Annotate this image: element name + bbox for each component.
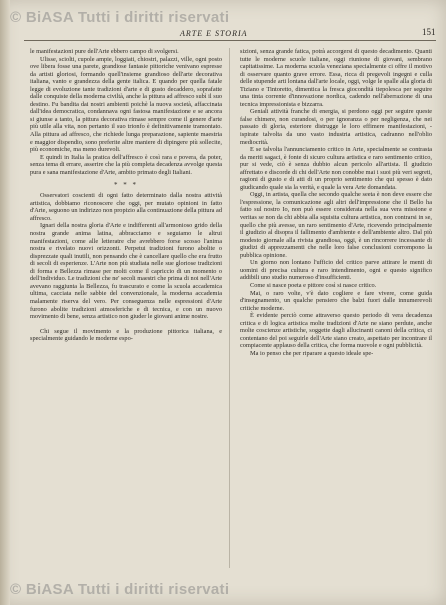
right-column [240,48,432,357]
paragraph: Ma io penso che per riparare a questo ideale spe- [250,349,374,357]
paragraph: le manifestazioni pure dell'Arte ebbero campo di svolgersi. [30,48,179,55]
paragraph: E se talvolta l'annunciamento critico in Arte, specialmente se contrasta da meriti sagaci, è fonte di sicuro cultura artistica e raro sentimento critico, pur si vede, ciò è senza dubbio alcun pericolo all'artista. Il giudizio affrettato e discorde di chi dell'Arte non conobbe mai i suoi più veri segreti, ragioni di gusto e di atti di un proprio sentimento che qui spesso è dato giudicando quale sia la verità, e quale la vera Arte domandata. [240,146,432,191]
paragraph: È evidente perciò come attraverso questo periodo di vera decadenza critica e di logica artistica molte tradizioni d'Arte ne siano perdute, anche molte coscienze artistiche, soggette dagli allucinanti canoni della critica, ci contentano del poi seguirle dell'Arte siano creato, aspettato per incontrare il compiacente applauso della critica, che forma nuovole e ogni pubblicità. [240,312,432,350]
paragraph: Osservatori coscienti di ogni fatto determinato dalla nostra attività artistica, dobbiamo riconoscere che oggi, per mutato opinioni in fatto d'Arte, seguono un indirizzo non propizio alla continuazione della pittura ad affresco. [30,192,222,222]
column-divider [229,48,230,568]
left-column [30,48,222,343]
paragraph: Mai, o raro volte, v'è dato cogliere e fare vivere, come guida d'insegnamento, un qualche pensiero che balzi fuori dalle innumerevoli critiche moderne. [240,289,432,312]
header-rule [24,40,436,41]
paragraph: Un giorno non lontano l'ufficio del critico parve attirare le menti di uomini di precisa cultura e raro intendimento, ogni e questo significo addibili uno studio numeroso d'insufficienti. [240,259,432,282]
book-spine-shadow [0,0,10,605]
copyright-watermark-bottom: © BiASA Tutti i diritti riservati [10,581,230,598]
running-title: ARTE E STORIA [180,29,248,38]
paragraph: Ignari della nostra gloria d'Arte e indifferenti all'armonioso grido della nostra grande anima latina, abbracciamo e seguiamo le altrui manifestazioni, come alle letteratre che avrebbero forse scosso l'anima nostra e rivelato nuovi orizzonti. Perpetui tradizioni furono abolite o disprezzate quali inutili, non pensando che è cancellare quello che era frutto di secoli di esperienze. L'Arte non più studiata nelle sue gloriose tradizioni di forma e Bellezza rimase per molti come il capriccio di un momento o dell'individuo. Le tradizioni che ne' secoli maestri che prima di noi nell'Arte avevano raggiunta la Bellezza, fu trascurato e come la scuola accademica ultima, cacciata nelle sabbie del convenzionale, la moderna accademia malamente riserva del vero. Per conseguenza nelle espressioni d'Arte furono abolite tradizioni atmosferiche e di tecnica, e con un nuovo movimento di bene, senza artistico non giuder le giovani anime nostre. [30,222,222,321]
paragraph: E quindi in Italia la pratica dell'affresco è così rara e povera, da poter, senza tema di errare, asserire che la più completa decadenza avvolge questa pura e sana manifestazione d'Arte, ambito primato degli Italiani. [30,153,222,176]
copyright-watermark-top: © BiASA Tutti i diritti riservati [10,9,230,26]
paragraph: Chi segue il movimento e la produzione pittorica italiana, e specialmente guidando le moderne espo- [30,327,222,343]
paragraph: Geniali attività franche di energia, si perdono oggi per seguire queste false chimere, non curandosi, o per ignoranza o per negligenza, che nei passato di gloria, esteriore distrugge le loro effimere manifestazioni, - ispirate talvolta da uno vasto industria artistica, cadranno nell'oblio mediocrità. [240,108,432,146]
paragraph: Ulisse, sciolti, cupole ampie, loggiati, chiostri, palazzi, ville, ogni posto ove libera fosse una parete, grandiose fantasie pittoriche venivano espresse da artisti gloriosi, formando quell'insieme grandioso dell'arte decorativa italiana, vanto e grandezza della gente italica. E quando per quella fatale legge di evoluzione tante tradizioni d'arte e di gusto decaddero, soprafatte dalle conquiste della moderna civiltà, anche la pittura ad affresco subì il suo destino. Fu bandita dai nostri ambienti poichè la nuova società, affaccinata dall'idea democratica, condannava ogni fastosa manifestazione e se ancora si giunse a tanto, la pittura decorativa rimase sempre come il genere d'arte più utile alla vita, non pertanto il suo trionfo è definitivamente tramontato. Alla pittura ad affresco, che richiede lunga preparazione, sapiente maestria e maggior dispendio, sono preferite altre maniere di dipingere più sollecite, più economiche, ma meno durevoli. [30,55,222,154]
paragraph: sizioni, senza grande fatica, potrà accorgersi di questo decadimento. Quanti tutte le moderne scuole italiane, oggi riunione di giovani, sembrano capitatissime. La moderna scuola veneziana specialmente ci offre il motivo di osservare quanto grave errore. Essa, ricca di pregevoli ingegni e culla delle stupende arti lontana dall'arte locale, oggi, volge le spalle alla gloria di Tiziano e Tintoretto, dimentica la fresca giocondità tiepolesca per seguire una tinta corrente d'innovazione nordica, cadendo nell'aberrazione di una tecnica impressionista e bizzarra. [240,48,432,108]
paragraph: Oggi, in artista, quella che secondo qualche seeta è non deve essere che l'espressione, la comunicazione agli altri dell'impressione che il Bello ha fatto sul nostro Io, non può essere considerata nella sua vera missione e veritas se non da chi abbia alla squisita cultura artistica, non contrarsi in se, quello che più avesse, un raro sentimento d'Arte, ricevendo principalmente il giudizio al disopra il fallimento d'ambiente e dell'ambiente altro. Dal più modesto giornale alla rivista grandiosa, oggi, è un rincorrere incessante di giudizi di apprezzamenti che nelle loro false conclusioni corrompono la pubblica opinione. [240,191,432,259]
section-ornament: * * * [114,181,138,190]
paragraph: Come si nasce poeta e pittore così si nasce critico. [250,281,377,289]
page-number: 151 [422,27,436,37]
